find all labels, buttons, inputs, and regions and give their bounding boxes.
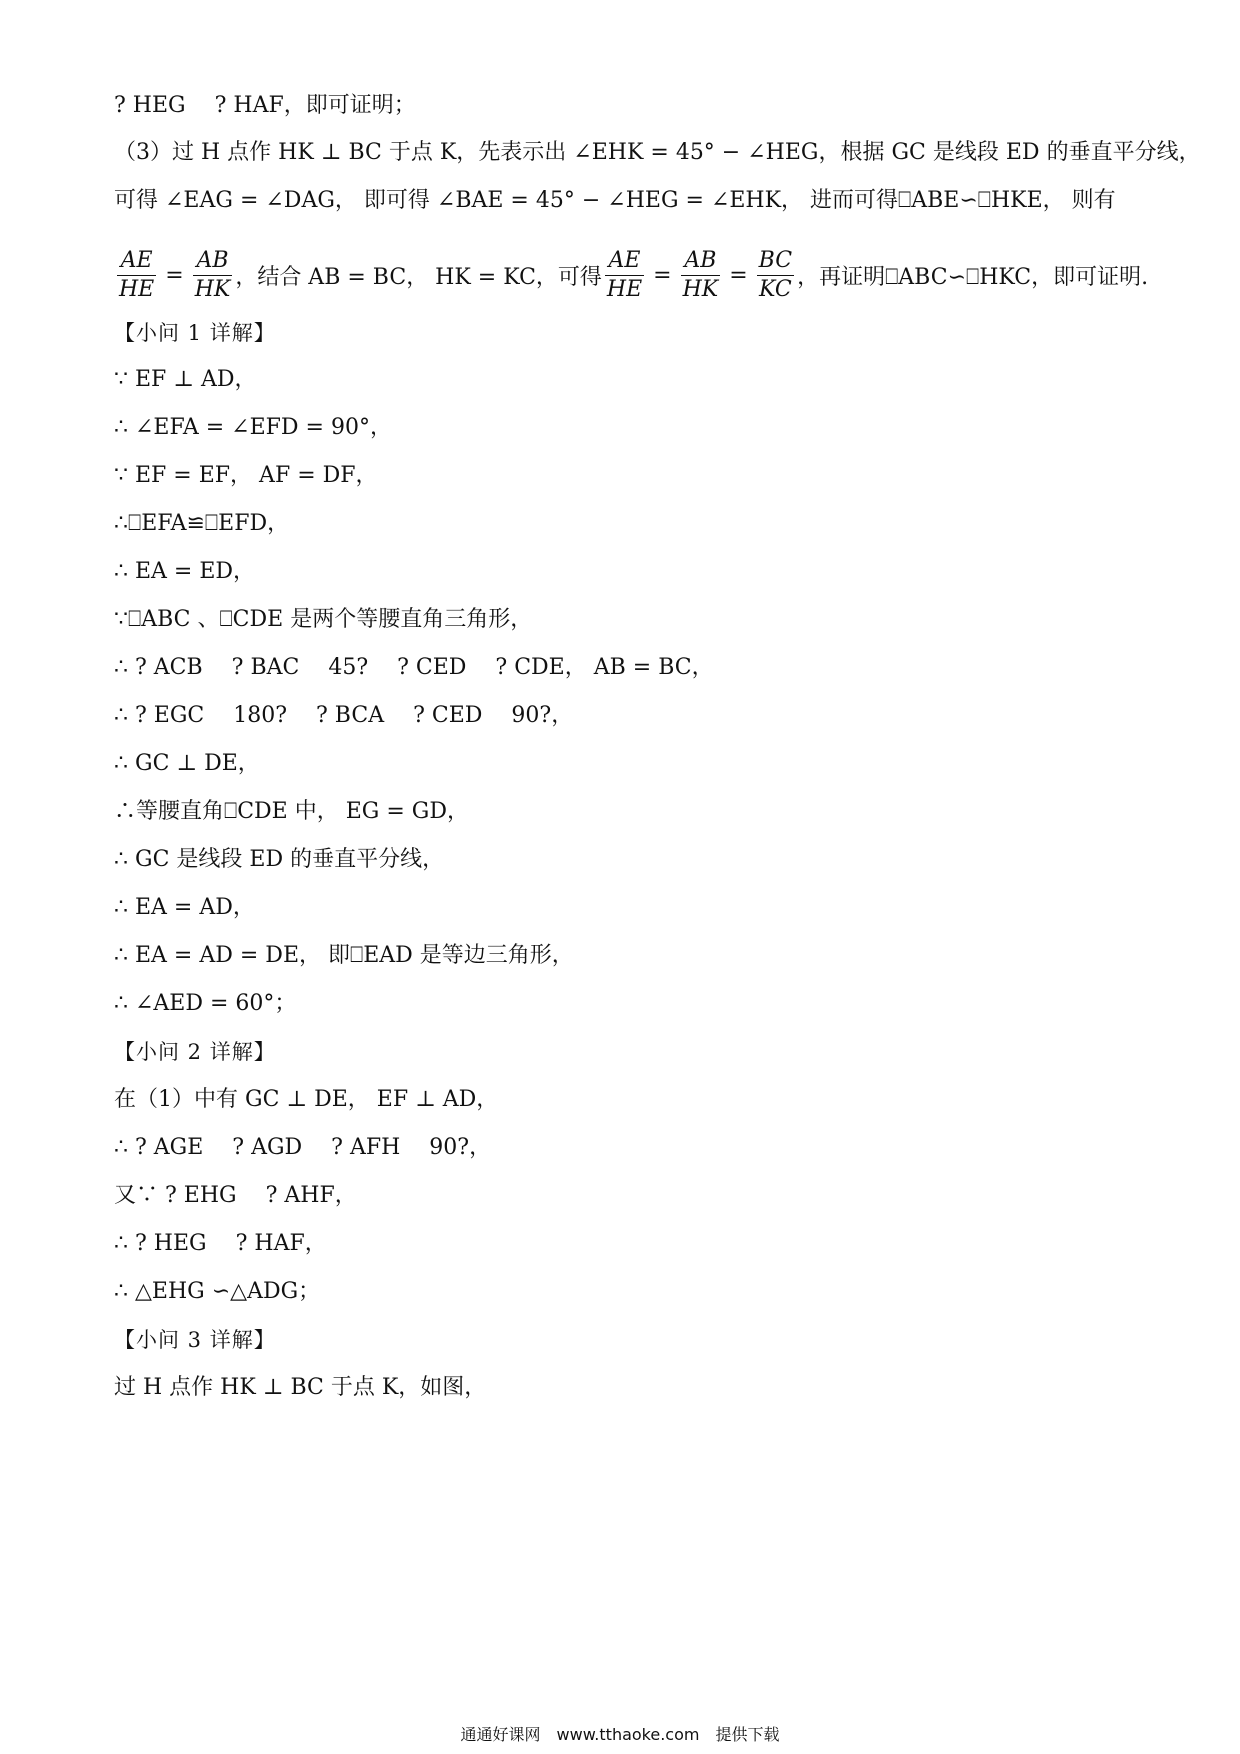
fraction [193,247,233,304]
fraction [605,247,644,304]
text-line: ∴等腰直角⎕CDE 中， EG = GD， [114,799,469,824]
text-line: 可得 ∠EAG = ∠DAG， 即可得 ∠BAE = 45° − ∠HEG = ∠EHK， 进而可得⎕ABE∽⎕HKE， 则有 [114,188,1116,213]
text-line: ∵⎕ABC 、⎕CDE 是两个等腰直角三角形， [114,607,533,632]
text-line: ∴ GC 是线段 ED 的垂直平分线， [114,847,445,872]
text-line: ∴ ∠EFA = ∠EFD = 90°， [114,415,392,440]
text-line: ∴ EA = AD， [114,895,255,920]
equals-sign: = [165,262,184,288]
text-line: ∴ EA = ED， [114,559,256,584]
page-footer: 通通好课网 www.tthaoke.com 提供下载 [460,1725,780,1744]
numerator: AB [684,247,717,273]
inline-text: ，结合 AB = BC， HK = KC，可得 [235,264,602,290]
text-line: ∴ ? ACB ? BAC 45? ? CED ? CDE， AB = BC， [114,655,714,680]
text-line: 在（1）中有 GC ⊥ DE， EF ⊥ AD， [114,1087,499,1112]
denominator: HE [119,276,155,302]
inline-text: ，再证明⎕ABC∽⎕HKC，即可证明. [797,264,1149,290]
text-line: 过 H 点作 HK ⊥ BC 于点 K，如图， [114,1375,487,1400]
fraction [681,247,721,304]
text-line: ? HEG ? HAF，即可证明； [114,93,416,118]
fraction [757,247,794,304]
denominator: KC [759,276,792,302]
section-heading: 【小问 3 详解】 [114,1328,276,1352]
denominator: HK [682,276,719,302]
numerator: AE [608,247,641,273]
equals-sign: = [653,262,672,288]
text-line: ∴ ? EGC 180? ? BCA ? CED 90?， [114,703,574,728]
numerator: BC [758,247,793,273]
denominator: HE [606,276,643,302]
text-line: ∵ EF = EF， AF = DF， [114,463,378,488]
fraction [117,247,156,304]
section-heading: 【小问 2 详解】 [114,1040,276,1064]
equals-sign: = [729,262,748,288]
text-line: ∴⎕EFA≌⎕EFD， [114,511,290,536]
text-line: ∴ ? AGE ? AGD ? AFH 90?， [114,1135,492,1160]
numerator: AB [196,247,229,273]
text-line: ∴ ∠AED = 60°； [114,991,297,1016]
text-line: ∴ EA = AD = DE， 即⎕EAD 是等边三角形， [114,943,574,968]
text-line: （3）过 H 点作 HK ⊥ BC 于点 K，先表示出 ∠EHK = 45° − ∠HEG，根据 GC 是线段 ED 的垂直平分线， [114,140,1201,165]
text-line: 又∵ ? EHG ? AHF， [114,1183,357,1208]
fraction-line [114,240,1148,310]
text-line: ∴ △EHG ∽△ADG； [114,1279,321,1304]
denominator: HK [194,276,231,302]
text-line: ∴ ? HEG ? HAF， [114,1231,327,1256]
text-line: ∵ EF ⊥ AD， [114,367,257,392]
numerator: AE [120,247,153,273]
text-line: ∴ GC ⊥ DE， [114,751,260,776]
section-heading: 【小问 1 详解】 [114,321,276,345]
